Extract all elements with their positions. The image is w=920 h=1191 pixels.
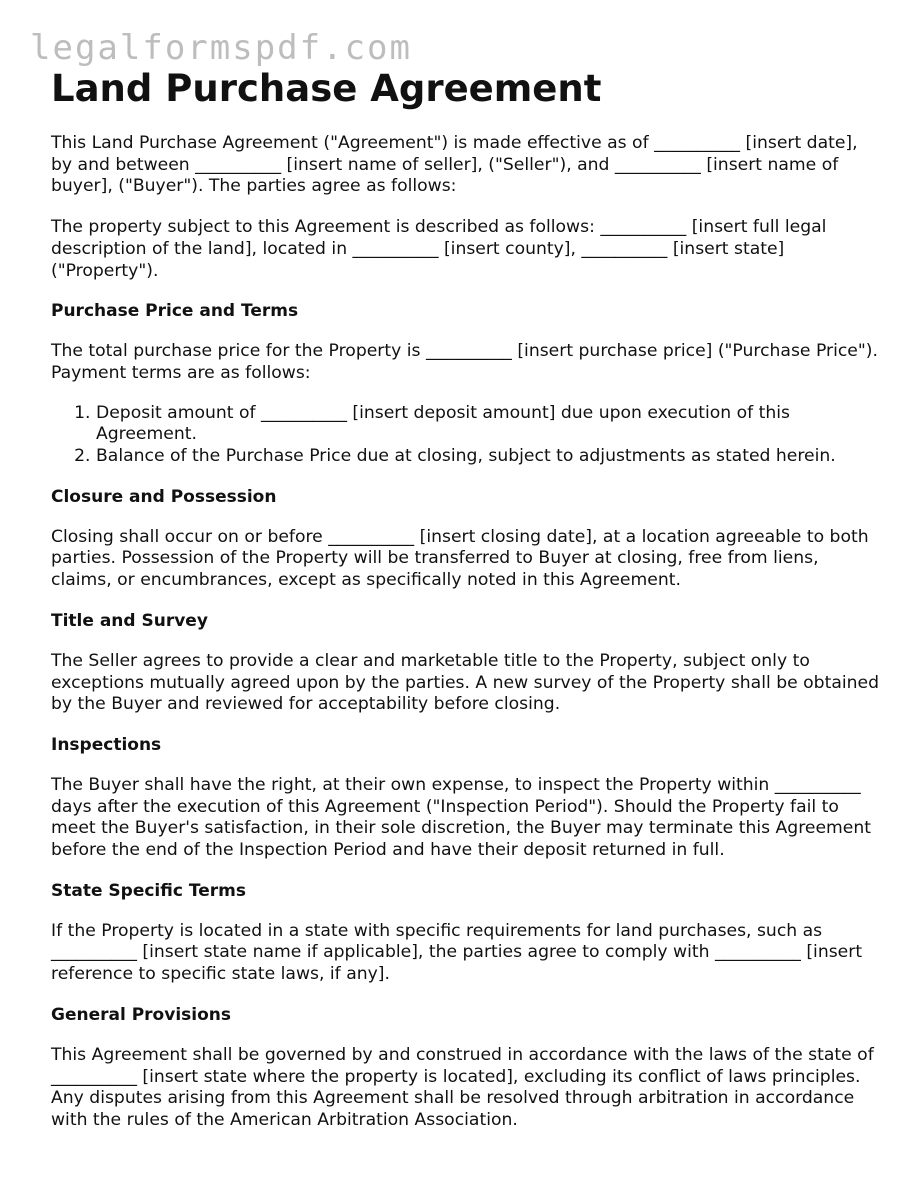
- intro-paragraph: This Land Purchase Agreement ("Agreement") is made effective as of __________ [insert date], by and between __________ [insert name of seller], ("Seller"), and __________ [insert name of buyer], ("Buyer"). The parties agree as follows:: [51, 133, 858, 197]
- inspections-heading: Inspections: [51, 734, 162, 755]
- list-item: 1. Deposit amount of __________ [insert deposit amount] due upon execution of this Agreement.: [96, 403, 881, 446]
- state-terms-paragraph: If the Property is located in a state with specific requirements for land purchases, such as __________ [insert state name if applicable], the parties agree to comply with __________ [insert reference to specific state laws, if any].: [51, 920, 863, 985]
- general-provisions-paragraph: This Agreement shall be governed by and construed in accordance with the laws of the state of __________ [insert state where the property is located], excluding its conflict of laws principles. Any disputes arising from this Agreement shall be resolved through arbitration in accordance with the rules of the American Arbitration Association.: [51, 1044, 874, 1130]
- document-body: [51, 66, 881, 1132]
- title-survey-paragraph: The Seller agrees to provide a clear and marketable title to the Property, subject only to exceptions mutually agreed upon by the parties. A new survey of the Property shall be obtained by the Buyer and reviewed for acceptability before closing.: [51, 650, 880, 715]
- general-provisions-heading: General Provisions: [51, 1004, 231, 1025]
- purchase-price-heading: Purchase Price and Terms: [51, 301, 299, 322]
- closure-paragraph: Closing shall occur on or before __________ [insert closing date], at a location agreeable to both parties. Possession of the Property will be transferred to Buyer at closing, free from liens, claims, or encumbrances, except as specifically noted in this Agreement.: [51, 526, 869, 591]
- property-description-paragraph: The property subject to this Agreement is described as follows: __________ [insert full legal description of the land], located in __________ [insert county], __________ [insert state] ("Property").: [51, 217, 827, 281]
- title-survey-heading: Title and Survey: [51, 610, 208, 631]
- state-terms-heading: State Specific Terms: [51, 880, 246, 901]
- closure-heading: Closure and Possession: [51, 486, 277, 507]
- watermark: legalformspdf.com: [30, 28, 412, 68]
- purchase-price-paragraph: The total purchase price for the Property is __________ [insert purchase price] ("Purchase Price"). Payment terms are as follows:: [51, 341, 878, 383]
- inspections-paragraph: The Buyer shall have the right, at their own expense, to inspect the Property within __________ days after the execution of this Agreement ("Inspection Period"). Should the Property fail to meet the Buyer's satisfaction, in their sole discretion, the Buyer may terminate this Agreement before the end of the Inspection Period and have their deposit returned in full.: [51, 774, 871, 861]
- list-item: 2. Balance of the Purchase Price due at closing, subject to adjustments as stated herein.: [96, 446, 881, 468]
- payment-terms-list: [51, 403, 881, 468]
- document-title: Land Purchase Agreement: [51, 67, 602, 110]
